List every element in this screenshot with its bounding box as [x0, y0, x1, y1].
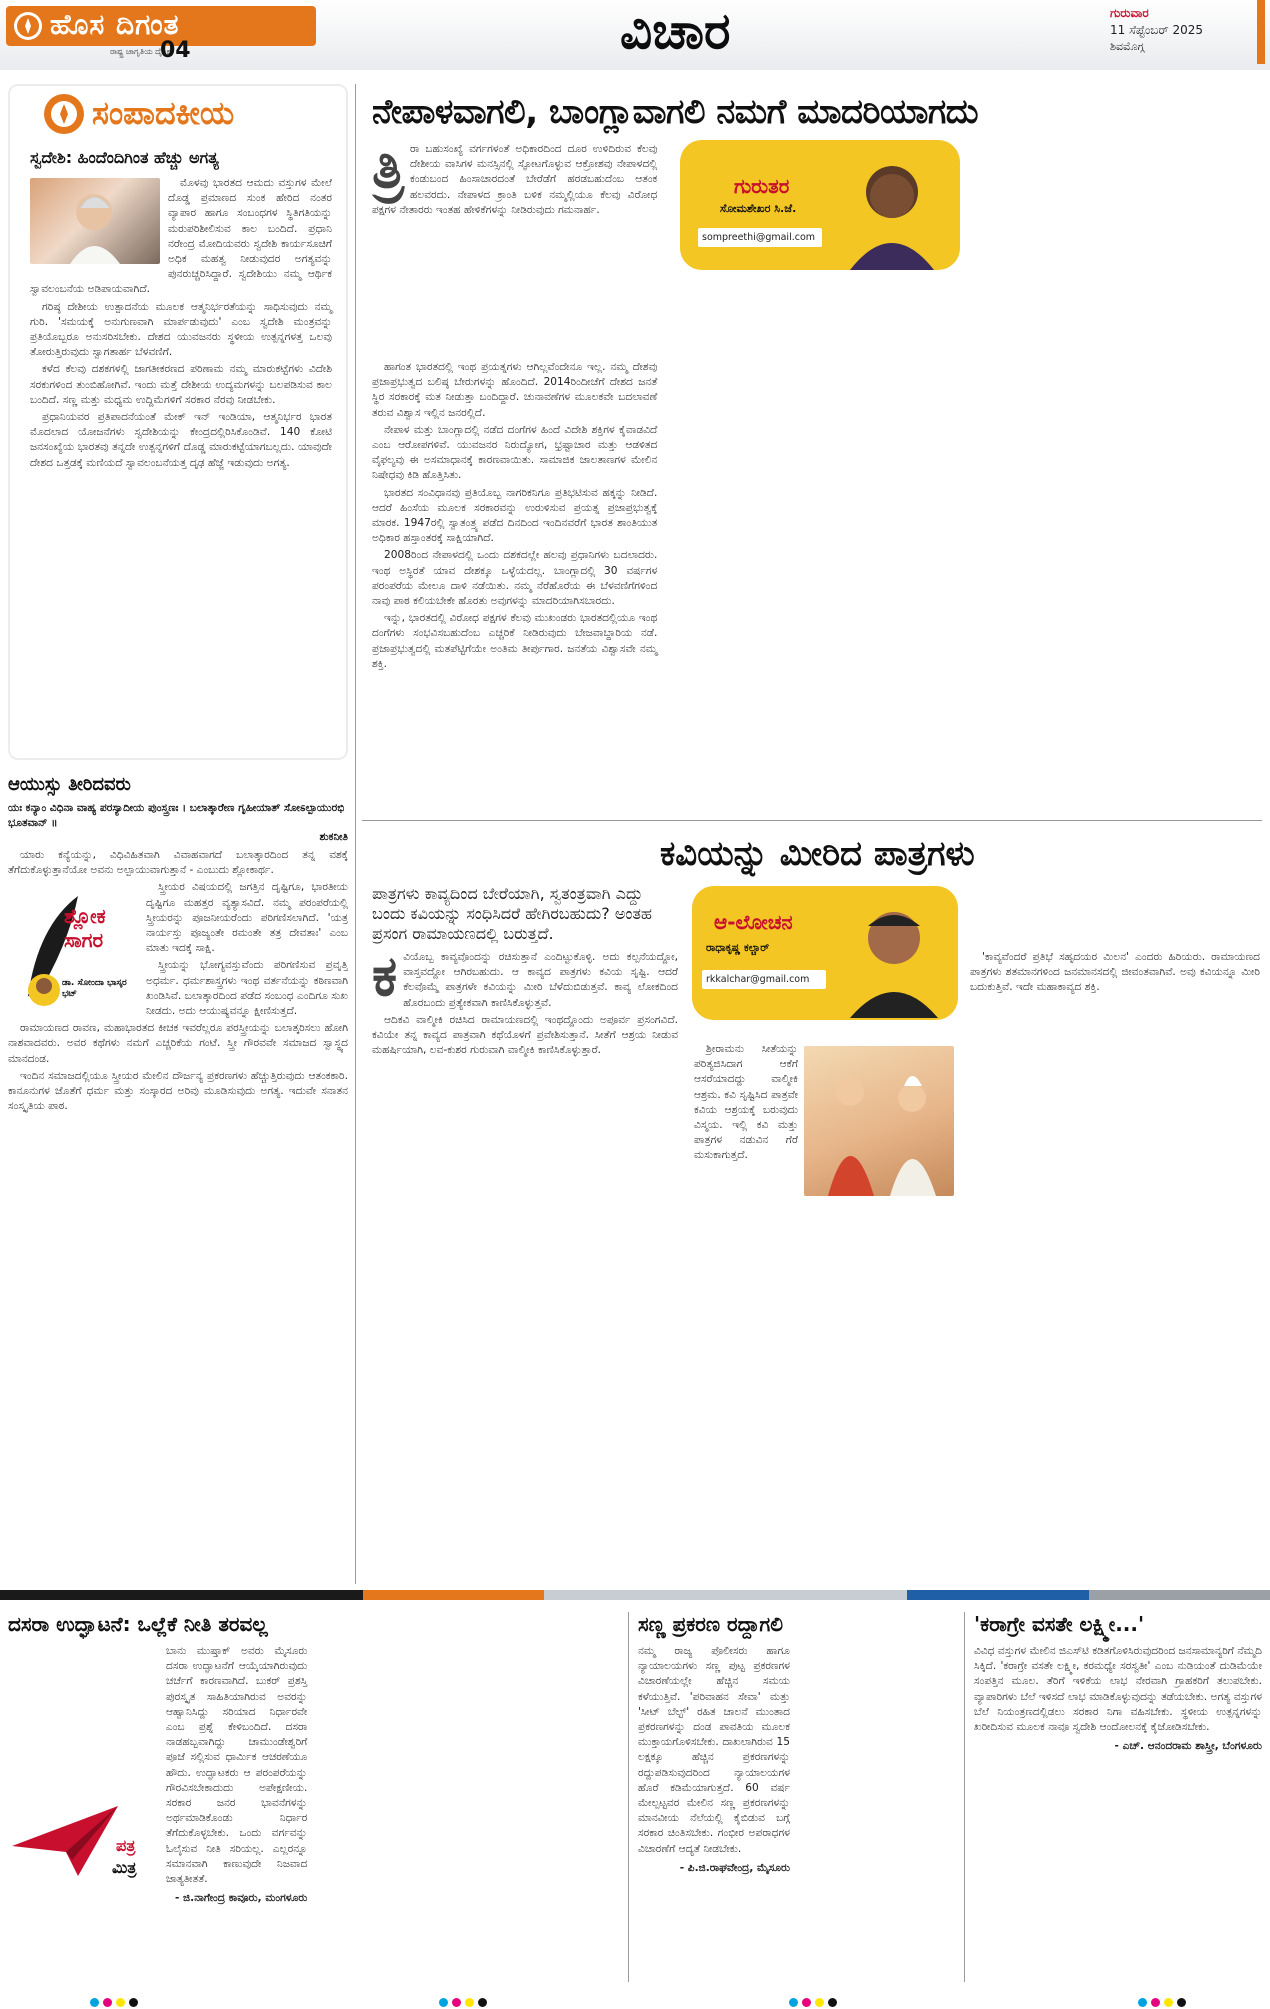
- column1-para: ರಾ ಬಹುಸಂಖ್ಯೆ ವರ್ಗಗಳಂತೆ ಅಧಿಕಾರದಿಂದ ದೂರ ಉಳಿದಿರುವ ಕೆಲವು ದೇಶೀಯ ವಾಸಿಗಳ ಮನಸ್ಸಿನಲ್ಲಿ ಸ್ಫೋಟಗೊಳ್ಳುವ ಆಕ್ರೋಶವು ನೇಪಾಳದಲ್ಲಿ ಕಂಡುಬಂದ ಹಿಂಸಾಚಾರದಂತೆ ಬೇರೆಡೆಗೆ ಹರಡಬಹುದೆಂಬ ಆತಂಕ ಹಲವರದು. ನೇಪಾಳದ ಕ್ರಾಂತಿ ಬಳಿಕ ನಮ್ಮಲ್ಲಿಯೂ ಕೆಲವು ವಿರೋಧ ಪಕ್ಷಗಳ ನೇತಾರರು ಇಂತಹ ಹೇಳಿಕೆಗಳನ್ನು ನೀಡಿರುವುದು ಗಮನಾರ್ಹ.: [372, 143, 658, 216]
- patra-label: ಪತ್ರ: [116, 1836, 136, 1855]
- shloka-author: ಡಾ. ಸೋಂದಾ ಭಾಸ್ಕರ ಭಟ್: [62, 978, 127, 1000]
- column1-body: [372, 142, 1260, 810]
- letter-2-body: [638, 1644, 956, 1974]
- column2-para: 'ಕಾವ್ಯವೆಂದರೆ ಪ್ರತಿಭೆ ಸಹೃದಯರ ಮಿಲನ' ಎಂದರು ಹಿರಿಯರು. ರಾಮಾಯಣದ ಪಾತ್ರಗಳು ಶತಮಾನಗಳಿಂದ ಜನಮಾನಸದಲ್ಲಿ ಜೀವಂತವಾಗಿವೆ. ಅವು ಕವಿಯನ್ನೂ ಮೀರಿ ಬದುಕುತ್ತಿವೆ. ಇದೇ ಮಹಾಕಾವ್ಯದ ಶಕ್ತಿ.: [970, 951, 1260, 994]
- column2-headline: ಕವಿಯನ್ನು ಮೀರಿದ ಪಾತ್ರಗಳು: [660, 834, 975, 874]
- editorial-para: ಪ್ರಧಾನಿಯವರ ಪ್ರತಿಪಾದನೆಯಂತೆ ಮೇಕ್ ಇನ್ ಇಂಡಿಯಾ, ಆತ್ಮನಿರ್ಭರ ಭಾರತ ಮೊದಲಾದ ಯೋಜನೆಗಳು ಸ್ವದೇಶಿಯನ್ನು ಕೇಂದ್ರದಲ್ಲಿರಿಸಿಕೊಂಡಿವೆ. 140 ಕೋಟಿ ಜನಸಂಖ್ಯೆಯ ಭಾರತವು ತನ್ನದೇ ಉತ್ಪನ್ನಗಳಿಗೆ ದೊಡ್ಡ ಮಾರುಕಟ್ಟೆಯಾಗಬಲ್ಲದು. ಯಾವುದೇ ದೇಶದ ಒತ್ತಡಕ್ಕೆ ಮಣಿಯದೆ ಸ್ವಾವಲಂಬನೆಯತ್ತ ದೃಢ ಹೆಜ್ಜೆ ಇಡುವುದು ಅಗತ್ಯ.: [30, 411, 332, 469]
- letter-1-body: [166, 1644, 618, 1954]
- registration-marks: [90, 1992, 1190, 2004]
- letter-1: [8, 1612, 618, 1982]
- editorial-para: ಕಳೆದ ಕೆಲವು ದಶಕಗಳಲ್ಲಿ ಜಾಗತೀಕರಣದ ಪರಿಣಾಮ ನಮ್ಮ ಮಾರುಕಟ್ಟೆಗಳು ವಿದೇಶಿ ಸರಕುಗಳಿಂದ ತುಂಬಿಹೋಗಿವೆ. ಇಂದು ಮತ್ತೆ ದೇಶೀಯ ಉದ್ಯಮಗಳನ್ನು ಬಲಪಡಿಸುವ ಕಾಲ ಬಂದಿದೆ. ಸಣ್ಣ ಮತ್ತು ಮಧ್ಯಮ ಉದ್ದಿಮೆಗಳಿಗೆ ಸರಕಾರ ನೆರವು ನೀಡಬೇಕು.: [30, 363, 332, 406]
- letters-divider: [628, 1612, 629, 1982]
- column1-para: ನೇಪಾಳ ಮತ್ತು ಬಾಂಗ್ಲಾದಲ್ಲಿ ನಡೆದ ದಂಗೆಗಳ ಹಿಂದೆ ವಿದೇಶಿ ಶಕ್ತಿಗಳ ಕೈವಾಡವಿದೆ ಎಂಬ ಆರೋಪಗಳಿವೆ. ಯುವಜನರ ನಿರುದ್ಯೋಗ, ಭ್ರಷ್ಟಾಚಾರ ಮತ್ತು ಆಡಳಿತದ ವೈಫಲ್ಯವು ಈ ಅಸಮಾಧಾನಕ್ಕೆ ಕಾರಣವಾಯಿತು. ಸಾಮಾಜಿಕ ಜಾಲತಾಣಗಳ ಮೇಲಿನ ನಿಷೇಧವು ಕಿಡಿ ಹೊತ್ತಿಸಿತು.: [372, 423, 658, 482]
- ayushya-intro: [8, 848, 348, 878]
- shloka-sagara-label: ಶ್ಲೋಕ ಸಾಗರ: [64, 904, 106, 953]
- letter-3: [974, 1612, 1262, 1982]
- column1-para: ಇನ್ನು, ಭಾರತದಲ್ಲಿ ವಿರೋಧ ಪಕ್ಷಗಳ ಕೆಲವು ಮುಖಂಡರು ಭಾರತದಲ್ಲಿಯೂ ಇಂಥ ದಂಗೆಗಳು ಸಂಭವಿಸಬಹುದೆಂಬ ಎಚ್ಚರಿಕೆ ನೀಡಿರುವುದು ಬೇಜವಾಬ್ದಾರಿಯ ನಡೆ. ಪ್ರಜಾಪ್ರಭುತ್ವದಲ್ಲಿ ಮತಪೆಟ್ಟಿಗೆಯೇ ಅಂತಿಮ ತೀರ್ಪುಗಾರ. ಜನತೆಯ ವಿಶ್ವಾಸವೇ ನಮ್ಮ ಶಕ್ತಿ.: [372, 612, 658, 670]
- ayushya-para: ರಾಮಾಯಣದ ರಾವಣ, ಮಹಾಭಾರತದ ಕೀಚಕ ಇವರೆಲ್ಲರೂ ಪರಸ್ತ್ರೀಯನ್ನು ಬಲಾತ್ಕರಿಸಲು ಹೋಗಿ ನಾಶವಾದವರು. ಅವರ ಕಥೆಗಳು ನಮಗೆ ಎಚ್ಚರಿಕೆಯ ಗಂಟೆ. ಸ್ತ್ರೀ ಗೌರವವೇ ಸಮಾಜದ ಸ್ವಾಸ್ಥ್ಯದ ಮಾನದಂಡ.: [8, 1022, 348, 1065]
- column-divider: [355, 84, 356, 1584]
- patra-mitra-badge: [8, 1786, 158, 1896]
- brand-emblem-icon: [14, 12, 42, 40]
- ayushya-para: ಸ್ತ್ರೀಯರ ವಿಷಯದಲ್ಲಿ ಜಗತ್ತಿನ ದೃಷ್ಟಿಗೂ, ಭಾರತೀಯ ದೃಷ್ಟಿಗೂ ಮಹತ್ತರ ವ್ಯತ್ಯಾಸವಿದೆ. ನಮ್ಮ ಪರಂಪರೆಯಲ್ಲಿ ಸ್ತ್ರೀಯರನ್ನು ಪೂಜನೀಯರೆಂದು ಪರಿಗಣಿಸಲಾಗಿದೆ. 'ಯತ್ರ ನಾರ್ಯಸ್ತು ಪೂಜ್ಯಂತೇ ರಮಂತೇ ತತ್ರ ದೇವತಾಃ' ಎಂಬ ಮಾತು ಇದಕ್ಕೆ ಸಾಕ್ಷಿ.: [146, 881, 348, 955]
- column1-author: ಸೋಮಶೇಖರ ಸಿ.ಜೆ.: [720, 202, 797, 215]
- pm-photo: [30, 178, 160, 264]
- column2-para: ವಿಯೊಬ್ಬ ಕಾವ್ಯವೊಂದನ್ನು ರಚಿಸುತ್ತಾನೆ ಎಂದಿಟ್ಟುಕೊಳ್ಳಿ. ಅದು ಕಲ್ಪನೆಯದ್ದೋ, ವಾಸ್ತವದ್ದೋ ಆಗಿರಬಹುದು. ಆ ಕಾವ್ಯದ ಪಾತ್ರಗಳು ಕವಿಯ ಸೃಷ್ಟಿ. ಆದರೆ ಕೆಲವೊಮ್ಮೆ ಪಾತ್ರಗಳೇ ಕವಿಯನ್ನು ಮೀರಿ ಬೆಳೆದುಬಿಡುತ್ತವೆ. ಕಾವ್ಯ ಲೋಕದಿಂದ ಹೊರಬಂದು ಪ್ರತ್ಯೇಕವಾಗಿ ಕಾಣಿಸಿಕೊಳ್ಳುತ್ತವೆ.: [403, 951, 678, 1009]
- letter-1-text: ಬಾನು ಮುಷ್ತಾಕ್ ಅವರು ಮೈಸೂರು ದಸರಾ ಉದ್ಘಾಟನೆಗೆ ಆಯ್ಕೆಯಾಗಿರುವುದು ಚರ್ಚೆಗೆ ಕಾರಣವಾಗಿದೆ. ಬುಕರ್ ಪ್ರಶಸ್ತಿ ಪುರಸ್ಕೃತ ಸಾಹಿತಿಯಾಗಿರುವ ಅವರನ್ನು ಆಹ್ವಾನಿಸಿದ್ದು ಸರಿಯಾದ ನಿರ್ಧಾರವೇ ಎಂಬ ಪ್ರಶ್ನೆ ಕೇಳಿಬಂದಿದೆ. ದಸರಾ ನಾಡಹಬ್ಬವಾಗಿದ್ದು ಚಾಮುಂಡೇಶ್ವರಿಗೆ ಪೂಜೆ ಸಲ್ಲಿಸುವ ಧಾರ್ಮಿಕ ಆಚರಣೆಯೂ ಹೌದು. ಉದ್ಘಾಟಕರು ಆ ಪರಂಪರೆಯನ್ನು ಗೌರವಿಸಬೇಕಾದುದು ಅಪೇಕ್ಷಣೀಯ. ಸರಕಾರ ಜನರ ಭಾವನೆಗಳನ್ನು ಅರ್ಥಮಾಡಿಕೊಂಡು ನಿರ್ಧಾರ ತೆಗೆದುಕೊಳ್ಳಬೇಕು. ಒಂದು ವರ್ಗವನ್ನು ಓಲೈಸುವ ನೀತಿ ಸರಿಯಲ್ಲ. ಎಲ್ಲರನ್ನೂ ಸಮಾನವಾಗಿ ಕಾಣುವುದೇ ನಿಜವಾದ ಜಾತ್ಯತೀತತೆ.: [166, 1645, 308, 1886]
- column2-col-b: [694, 950, 954, 1570]
- ayushya-para: ಇಂದಿನ ಸಮಾಜದಲ್ಲಿಯೂ ಸ್ತ್ರೀಯರ ಮೇಲಿನ ದೌರ್ಜನ್ಯ ಪ್ರಕರಣಗಳು ಹೆಚ್ಚುತ್ತಿರುವುದು ಆತಂಕಕಾರಿ. ಕಾನೂನುಗಳ ಜೊತೆಗೆ ಧರ್ಮ ಮತ್ತು ಸಂಸ್ಕಾರದ ಅರಿವು ಮೂಡಿಸುವುದು ಅಗತ್ಯ. ಇದುವೇ ಸನಾತನ ಸಂಸ್ಕೃತಿಯ ಪಾಠ.: [8, 1069, 348, 1113]
- editorial-para: ಮೊಳವು ಭಾರತದ ಆಮದು ವಸ್ತುಗಳ ಮೇಲೆ ದೊಡ್ಡ ಪ್ರಮಾಣದ ಸುಂಕ ಹೇರಿದ ನಂತರ ವ್ಯಾಪಾರ ಹಾಗೂ ಸಂಬಂಧಗಳ ಸ್ಥಿತಿಗತಿಯನ್ನು ಮರುಪರಿಶೀಲಿಸುವ ಕಾಲ ಬಂದಿದೆ. ಪ್ರಧಾನಿ ನರೇಂದ್ರ ಮೋದಿಯವರು ಸ್ವದೇಶಿ ಕಾರ್ಯಸೂಚಿಗೆ ಅಧಿಕ ಮಹತ್ವ ನೀಡುವುದರ ಅಗತ್ಯವನ್ನು ಪುನರುಚ್ಚರಿಸಿದ್ದಾರೆ. ಸ್ವದೇಶಿಯು ನಮ್ಮ ಆರ್ಥಿಕ ಸ್ವಾವಲಂಬನೆಯ ಅಡಿಪಾಯವಾಗಿದೆ.: [30, 177, 332, 296]
- column1-para: 2008ರಿಂದ ನೇಪಾಳದಲ್ಲಿ ಒಂದು ದಶಕದಲ್ಲೇ ಹಲವು ಪ್ರಧಾನಿಗಳು ಬದಲಾದರು. ಇಂಥ ಅಸ್ಥಿರತೆ ಯಾವ ದೇಶಕ್ಕೂ ಒಳ್ಳೆಯದಲ್ಲ. ಬಾಂಗ್ಲಾದಲ್ಲಿ 30 ವರ್ಷಗಳ ಪರಂಪರೆಯ ಮೇಲೂ ದಾಳಿ ನಡೆಯಿತು. ನಮ್ಮ ನೆರೆಹೊರೆಯ ಈ ಬೆಳವಣಿಗೆಗಳಿಂದ ನಾವು ಪಾಠ ಕಲಿಯಬೇಕೇ ಹೊರತು ಅವುಗಳನ್ನು ಮಾದರಿಯಾಗಿಸಬಾರದು.: [372, 549, 658, 608]
- letter-1-headline: ದಸರಾ ಉದ್ಘಾಟನೆ: ಒಲ್ಲೆಕೆ ನೀತಿ ತರವಲ್ಲ: [8, 1612, 268, 1636]
- editorial-label: ಸಂಪಾದಕೀಯ: [92, 94, 235, 132]
- header-accent-bar: [1257, 0, 1265, 64]
- ayushya-para: ಯಾರು ಕನ್ಯೆಯನ್ನು, ವಿಧಿವಿಹಿತವಾಗಿ ವಿವಾಹವಾಗದೆ ಬಲಾತ್ಕಾರದಿಂದ ತನ್ನ ವಶಕ್ಕೆ ತೆಗೆದುಕೊಳ್ಳುತ್ತಾನೆಯೋ ಅವನು ಅಲ್ಪಾಯುವಾಗುತ್ತಾನೆ - ಎಂಬುದು ಶ್ಲೋಕಾರ್ಥ.: [8, 849, 348, 877]
- column2-col-a: [372, 950, 678, 1570]
- editorial-label-row: [10, 86, 346, 142]
- letters-divider: [964, 1612, 965, 1982]
- column2-author: ರಾಧಾಕೃಷ್ಣ ಕಲ್ಚಾರ್: [706, 942, 770, 954]
- letter-2: [638, 1612, 956, 1982]
- column2-para: ಆದಿಕವಿ ವಾಲ್ಮೀಕಿ ರಚಿಸಿದ ರಾಮಾಯಣದಲ್ಲಿ ಇಂಥದ್ದೊಂದು ಅಪೂರ್ವ ಪ್ರಸಂಗವಿದೆ. ಕವಿಯೇ ತನ್ನ ಕಾವ್ಯದ ಪಾತ್ರವಾಗಿ ಕಥೆಯೊಳಗೆ ಪ್ರವೇಶಿಸುತ್ತಾನೆ. ಸೀತೆಗೆ ಆಶ್ರಯ ನೀಡುವ ಮಹರ್ಷಿಯಾಗಿ, ಲವ-ಕುಶರ ಗುರುವಾಗಿ ವಾಲ್ಮೀಕಿ ಕಾಣಿಸಿಕೊಳ್ಳುತ್ತಾರೆ.: [372, 1013, 678, 1057]
- editorial-emblem-icon: [44, 94, 84, 134]
- editorial-card: [8, 84, 348, 760]
- edition-city: ಶಿವಮೊಗ್ಗ: [1110, 40, 1145, 53]
- column2-col-c: [970, 950, 1260, 1570]
- paper-plane-icon: [8, 1786, 158, 1896]
- editorial-para: ಗರಿಷ್ಠ ದೇಶೀಯ ಉತ್ಪಾದನೆಯ ಮೂಲಕ ಆತ್ಮನಿರ್ಭರತೆಯನ್ನು ಸಾಧಿಸುವುದು ನಮ್ಮ ಗುರಿ. 'ಸಮಯಕ್ಕೆ ಅನುಗುಣವಾಗಿ ಮಾರ್ಪಡುವುದು' ಎಂಬ ಸ್ವದೇಶಿ ಮಂತ್ರವನ್ನು ಪ್ರತಿಯೊಬ್ಬರೂ ಅನುಸರಿಸಬೇಕು. ದೇಶದ ಯುವಜನರು ಸ್ಥಳೀಯ ಉತ್ಪನ್ನಗಳತ್ತ ಒಲವು ತೋರುತ್ತಿರುವುದು ಸ್ವಾಗತಾರ್ಹ ಬೆಳವಣಿಗೆ.: [30, 300, 332, 359]
- column2-email: rkkalchar@gmail.com: [702, 970, 826, 989]
- section-title: ವಿಚಾರ: [620, 2, 731, 60]
- ramayana-illustration: [804, 1046, 954, 1196]
- letter-2-headline: ಸಣ್ಣ ಪ್ರಕರಣ ರದ್ದಾಗಲಿ: [638, 1612, 783, 1636]
- letter-3-sign: - ಎಚ್. ಆನಂದರಾಮ ಶಾಸ್ತ್ರೀ, ಬೆಂಗಳೂರು: [1114, 1740, 1262, 1753]
- ayushya-section: [8, 774, 348, 1582]
- mitra-label: ಮಿತ್ರ: [112, 1858, 137, 1877]
- column1-headline: ನೇಪಾಳವಾಗಲಿ, ಬಾಂಗ್ಲಾವಾಗಲಿ ನಮಗೆ ಮಾದರಿಯಾಗದು: [372, 92, 979, 132]
- column1-para: ಭಾರತದ ಸಂವಿಧಾನವು ಪ್ರತಿಯೊಬ್ಬ ನಾಗರಿಕನಿಗೂ ಪ್ರತಿಭಟಿಸುವ ಹಕ್ಕನ್ನು ನೀಡಿದೆ. ಆದರೆ ಹಿಂಸೆಯ ಮೂಲಕ ಸರಕಾರವನ್ನು ಉರುಳಿಸುವ ಪ್ರಯತ್ನ ಪ್ರಜಾಪ್ರಭುತ್ವಕ್ಕೆ ಮಾರಕ. 1947ರಲ್ಲಿ ಸ್ವಾತಂತ್ರ್ಯ ಪಡೆದ ದಿನದಿಂದ ಇಂದಿನವರೆಗೆ ಭಾರತ ಶಾಂತಿಯುತ ಅಧಿಕಾರ ಹಸ್ತಾಂತರಕ್ಕೆ ಸಾಕ್ಷಿಯಾಗಿದೆ.: [372, 486, 658, 545]
- letter-3-body: [974, 1644, 1262, 1754]
- letter-2-text: ನಮ್ಮ ರಾಜ್ಯ ಪೊಲೀಸರು ಹಾಗೂ ನ್ಯಾಯಾಲಯಗಳು ಸಣ್ಣ ಪುಟ್ಟ ಪ್ರಕರಣಗಳ ವಿಚಾರಣೆಯಲ್ಲೇ ಹೆಚ್ಚಿನ ಸಮಯ ಕಳೆಯುತ್ತಿವೆ. 'ಪರಿವಾಹನ ಸೇವಾ' ಮತ್ತು 'ಸೀಟ್ ಬೆಲ್ಟ್' ರಹಿತ ಚಾಲನೆ ಮುಂತಾದ ಪ್ರಕರಣಗಳನ್ನು ದಂಡ ಪಾವತಿಯ ಮೂಲಕ ಮುಕ್ತಾಯಗೊಳಿಸಬೇಕು. ದಾಖಲಾಗಿರುವ 15 ಲಕ್ಷಕ್ಕೂ ಹೆಚ್ಚಿನ ಪ್ರಕರಣಗಳನ್ನು ರದ್ದುಪಡಿಸುವುದರಿಂದ ನ್ಯಾಯಾಲಯಗಳ ಹೊರೆ ಕಡಿಮೆಯಾಗುತ್ತದೆ. 60 ವರ್ಷ ಮೇಲ್ಪಟ್ಟವರ ಮೇಲಿನ ಸಣ್ಣ ಪ್ರಕರಣಗಳನ್ನು ಮಾನವೀಯ ನೆಲೆಯಲ್ಲಿ ಕೈಬಿಡುವ ಬಗ್ಗೆ ಸರಕಾರ ಚಿಂತಿಸಬೇಕು. ಗಂಭೀರ ಅಪರಾಧಗಳ ವಿಚಾರಣೆಗೆ ಆದ್ಯತೆ ನೀಡಬೇಕು.: [638, 1645, 790, 1855]
- letter-3-text: ವಿವಿಧ ವಸ್ತುಗಳ ಮೇಲಿನ ಜಿಎಸ್‌ಟಿ ಕಡಿತಗೊಳಿಸಿರುವುದರಿಂದ ಜನಸಾಮಾನ್ಯರಿಗೆ ನೆಮ್ಮದಿ ಸಿಕ್ಕಿದೆ. 'ಕರಾಗ್ರೇ ವಸತೇ ಲಕ್ಷ್ಮೀ, ಕರಮಧ್ಯೇ ಸರಸ್ವತೀ' ಎಂಬ ನುಡಿಯಂತೆ ದುಡಿಮೆಯೇ ಸಂಪತ್ತಿನ ಮೂಲ. ತೆರಿಗೆ ಇಳಿಕೆಯ ಲಾಭ ನೇರವಾಗಿ ಗ್ರಾಹಕರಿಗೆ ತಲುಪಬೇಕು. ವ್ಯಾಪಾರಿಗಳು ಬೆಲೆ ಇಳಿಸದೆ ಲಾಭ ಮಾಡಿಕೊಳ್ಳುವುದನ್ನು ತಡೆಯಬೇಕು. ಅಗತ್ಯ ವಸ್ತುಗಳ ಬೆಲೆ ನಿಯಂತ್ರಣದಲ್ಲಿಡಲು ಸರಕಾರ ನಿಗಾ ವಹಿಸಬೇಕು. ಸ್ಥಳೀಯ ಉತ್ಪನ್ನಗಳನ್ನು ಖರೀದಿಸುವ ಮೂಲಕ ನಾವೂ ಸ್ವದೇಶಿ ಆಂದೋಲನಕ್ಕೆ ಕೈಜೋಡಿಸಬೇಕು.: [974, 1645, 1262, 1734]
- date-block: [1110, 6, 1260, 54]
- column2-tag: ಆ-ಲೋಚನ: [714, 910, 793, 934]
- editorial-headline: ಸ್ವದೇಶಿ: ಹಿಂದೆಂದಿಗಿಂತ ಹೆಚ್ಚು ಅಗತ್ಯ: [30, 148, 219, 167]
- column1-para: ಹಾಗಂತ ಭಾರತದಲ್ಲಿ ಇಂಥ ಪ್ರಯತ್ನಗಳು ಆಗಿಲ್ಲವೆಂದೇನೂ ಇಲ್ಲ. ನಮ್ಮ ದೇಶವು ಪ್ರಜಾಪ್ರಭುತ್ವದ ಬಲಿಷ್ಠ ಬೇರುಗಳನ್ನು ಹೊಂದಿದೆ. 2014ರಿಂದೀಚೆಗೆ ದೇಶದ ಜನತೆ ಸ್ಥಿರ ಸರಕಾರಕ್ಕೆ ಮತ ನೀಡುತ್ತಾ ಬಂದಿದ್ದಾರೆ. ಚುನಾವಣೆಗಳ ಮೂಲಕವೇ ಬದಲಾವಣೆ ತರುವ ವಿಶ್ವಾಸ ಇಲ್ಲಿನ ಜನರಲ್ಲಿದೆ.: [372, 361, 658, 419]
- brand-name: ಹೊಸ ದಿಗಂತ: [50, 8, 180, 41]
- column1-drop-cap: ತ್ರಿ: [372, 142, 405, 201]
- column2-para: ಶ್ರೀರಾಮನು ಸೀತೆಯನ್ನು ಪರಿತ್ಯಜಿಸಿದಾಗ ಆಕೆಗೆ ಆಸರೆಯಾದದ್ದು ವಾಲ್ಮೀಕಿ ಆಶ್ರಮ. ಕವಿ ಸೃಷ್ಟಿಸಿದ ಪಾತ್ರವೇ ಕವಿಯ ಆಶ್ರಯಕ್ಕೆ ಬರುವುದು ವಿಸ್ಮಯ. ಇಲ್ಲಿ ಕವಿ ಮತ್ತು ಪಾತ್ರಗಳ ನಡುವಿನ ಗೆರೆ ಮಸುಕಾಗುತ್ತದೆ.: [694, 1043, 798, 1162]
- issue-day: ಗುರುವಾರ: [1110, 6, 1149, 20]
- shloka-sagara-badge: [8, 886, 138, 1016]
- column1-badge-gap: [372, 220, 657, 360]
- column2-drop-cap: ಕ: [372, 950, 398, 1009]
- ayushya-heading: ಆಯುಸ್ಸು ತೀರಿದವರು: [8, 774, 131, 795]
- column1-tag: ಗುರುತರ: [734, 174, 790, 198]
- ayushya-shloka: ಯಃ ಕನ್ಯಾಂ ವಿಧಿನಾ ವಾಹ್ಯ ಪರಸ್ಯಾದೀಯ ಪುಂಸ್ತ್ರಣಃ । ಬಲಾತ್ಕಾರೇಣ ಗೃಹೀಯಾತ್ ಸೋಽಲ್ಪಾಯುರಭಿ ಭೂತವಾನ್ ॥: [8, 802, 345, 829]
- issue-date: 11 ಸೆಪ್ಟೆಂಬರ್ 2025: [1110, 23, 1204, 37]
- brand-tagline: ರಾಷ್ಟ್ರ ಜಾಗೃತಿಯ ದೈನಿಕ: [110, 47, 171, 56]
- column1-email: sompreethi@gmail.com: [698, 228, 822, 247]
- letters-top-bar: [0, 1590, 1270, 1600]
- letter-2-sign: - ಪಿ.ಜಿ.ರಾಘವೇಂದ್ರ, ಮೈಸೂರು: [679, 1861, 790, 1874]
- letter-3-headline: 'ಕರಾಗ್ರೇ ವಸತೇ ಲಕ್ಷ್ಮೀ...': [974, 1612, 1145, 1636]
- column2-deck: ಪಾತ್ರಗಳು ಕಾವ್ಯದಿಂದ ಬೇರೆಯಾಗಿ, ಸ್ವತಂತ್ರವಾಗಿ ಎದ್ದು ಬಂದು ಕವಿಯನ್ನು ಸಂಧಿಸಿದರೆ ಹೇಗಿರಬಹುದು? ಅಂತಹ ಪ್ರಸಂಗ ರಾಮಾಯಣದಲ್ಲಿ ಬರುತ್ತದೆ.: [372, 884, 653, 943]
- column2-body: [372, 950, 1260, 1570]
- page-number: 04: [160, 38, 191, 63]
- section-divider: [362, 820, 1262, 821]
- ayushya-para: ಸ್ತ್ರೀಯನ್ನು ಭೋಗ್ಯವಸ್ತುವೆಂದು ಪರಿಗಣಿಸುವ ಪ್ರವೃತ್ತಿ ಅಧರ್ಮ. ಧರ್ಮಶಾಸ್ತ್ರಗಳು ಇಂಥ ವರ್ತನೆಯನ್ನು ಕಠಿಣವಾಗಿ ಖಂಡಿಸಿವೆ. ಬಲಾತ್ಕಾರದಿಂದ ಪಡೆದ ಸಂಬಂಧ ಎಂದಿಗೂ ಸುಖ ನೀಡದು. ಅದು ಆಯುಷ್ಯವನ್ನೂ ಕ್ಷೀಣಿಸುತ್ತದೆ.: [146, 959, 348, 1018]
- ayushya-source: ಶುಕನೀತಿ: [319, 831, 348, 843]
- letter-1-sign: - ಜಿ.ನಾಗೇಂದ್ರ ಕಾವೂರು, ಮಂಗಳೂರು: [174, 1892, 308, 1905]
